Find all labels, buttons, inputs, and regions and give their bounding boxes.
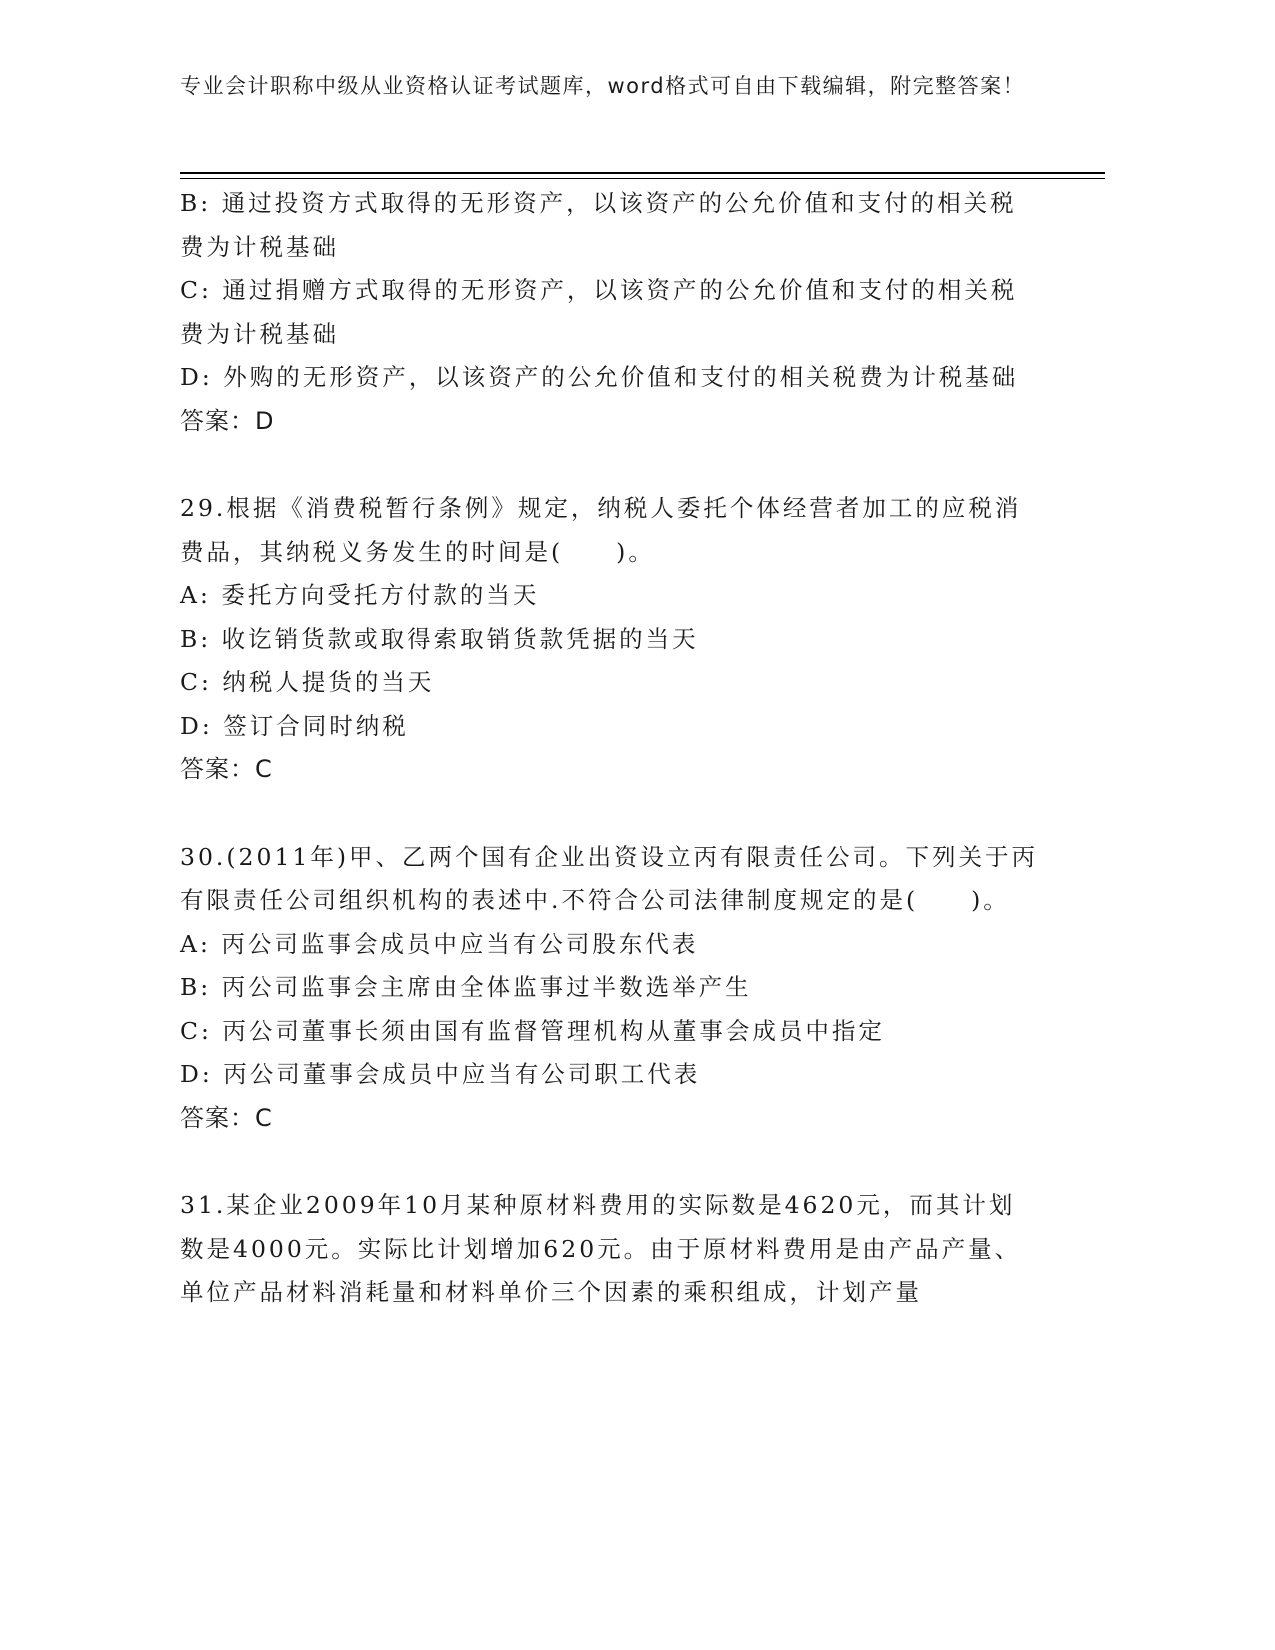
option-d: D: 外购的无形资产，以该资产的公允价值和支付的相关税费为计税基础 <box>180 363 1019 391</box>
option-c: C: 丙公司董事长须由国有监督管理机构从董事会成员中指定 <box>180 1016 885 1045</box>
header-rule-thin <box>180 178 1105 179</box>
option-b: B: 丙公司监事会主席由全体监事过半数选举产生 <box>180 973 752 1001</box>
answer: 答案：D <box>180 406 275 435</box>
header-rule-thick <box>180 172 1105 174</box>
question-31 <box>180 1184 1040 1315</box>
question-text: 31.某企业2009年10月某种原材料费用的实际数是4620元，而其计划数是4000元。实际比计划增加620元。由于原材料费用是由产品产量、单位产品材料消耗量和材料单价三个因素的乘积组成，计划产量 <box>180 1191 1022 1306</box>
option-a: A: 委托方向受托方付款的当天 <box>180 581 540 609</box>
header-text: 专业会计职称中级从业资格认证考试题库，word格式可自由下载编辑，附完整答案！ <box>180 74 1026 98</box>
answer: 答案：C <box>180 1103 273 1132</box>
page-header <box>180 70 1050 102</box>
option-d: D: 签订合同时纳税 <box>180 711 409 740</box>
question-29 <box>180 487 1040 792</box>
option-c: C: 通过捐赠方式取得的无形资产，以该资产的公允价值和支付的相关税费为计税基础 <box>180 276 1018 348</box>
option-b: B: 收讫销货款或取得索取销货款凭据的当天 <box>180 624 699 653</box>
option-a: A: 丙公司监事会成员中应当有公司股东代表 <box>180 929 699 958</box>
option-d: D: 丙公司董事会成员中应当有公司职工代表 <box>180 1060 701 1088</box>
option-c: C: 纳税人提货的当天 <box>180 668 435 696</box>
spacer <box>180 1140 1040 1184</box>
question-30 <box>180 836 1040 1141</box>
option-b: B: 通过投资方式取得的无形资产，以该资产的公允价值和支付的相关税费为计税基础 <box>180 189 1017 261</box>
document-body <box>180 182 1040 1315</box>
question-28-continued <box>180 182 1040 443</box>
spacer <box>180 792 1040 836</box>
answer: 答案：C <box>180 755 273 783</box>
spacer <box>180 443 1040 487</box>
question-text: 30.(2011年)甲、乙两个国有企业出资设立丙有限责任公司。下列关于丙有限责任公司组织机构的表述中.不符合公司法律制度规定的是( )。 <box>180 842 1039 914</box>
question-text: 29.根据《消费税暂行条例》规定，纳税人委托个体经营者加工的应税消费品，其纳税义务发生的时间是( )。 <box>180 494 1022 566</box>
